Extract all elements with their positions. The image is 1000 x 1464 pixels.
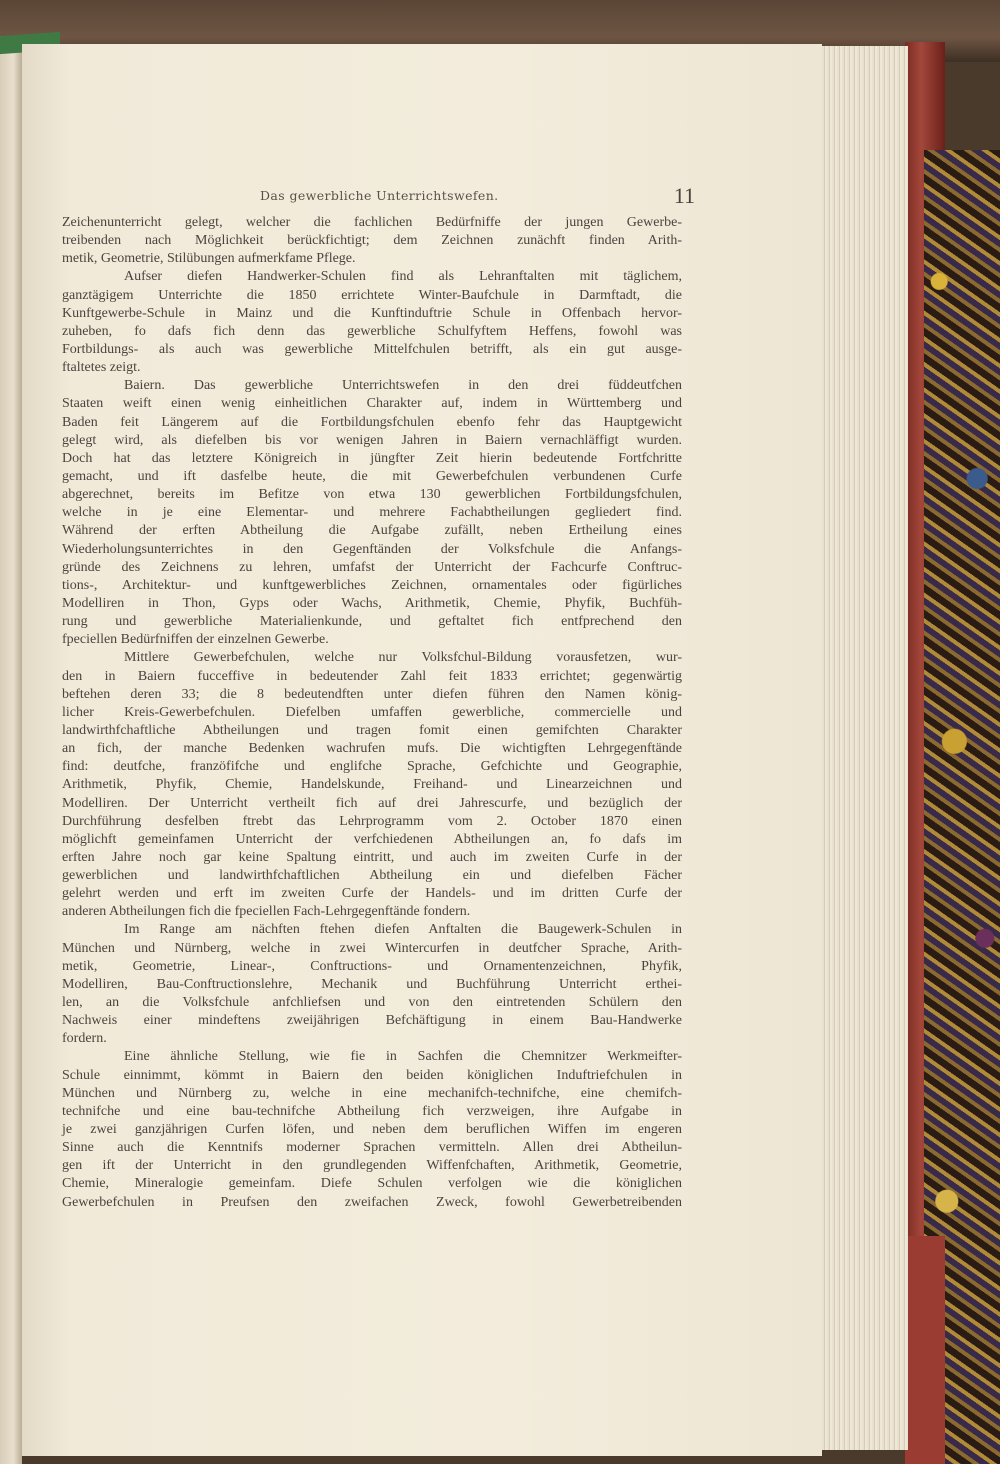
text-line: Mittlere Gewerbefchulen, welche nur Volksfchul-Bildung vorausfetzen, wur-	[124, 650, 682, 666]
page-edges-stack	[812, 46, 908, 1450]
text-line: Doch hat das letztere Königreich in jüngfter Zeit hierin bedeutende Fortfchritte	[62, 450, 682, 466]
text-line: metik, Geometrie, Linear-, Conftructions- und Ornamentenzeichnen, Phyfik,	[62, 958, 682, 974]
text-line: ganztägigem Unterrichte die 1850 errichtete Winter-Baufchule in Darmftadt, die	[62, 287, 682, 303]
text-line: Modelliren in Thon, Gyps oder Wachs, Arithmetik, Chemie, Phyfik, Buchfüh-	[62, 595, 682, 611]
text-line: Modelliren. Der Unterricht vertheilt fich auf drei Jahrescurfe, und bezüglich der	[62, 795, 682, 811]
text-line: möglichft gemeinfamen Unterricht der verfchiedenen Abtheilungen an, fo dafs im	[62, 831, 682, 847]
running-head: Das gewerbliche Unterrichtswefen.	[260, 188, 499, 203]
text-line: Modelliren, Bau-Conftructionslehre, Mechanik und Buchführung Unterricht erthei-	[62, 976, 682, 992]
text-line: München und Nürnberg zu, welche in eine mechanifch-technifche, eine chemifch-	[62, 1085, 682, 1101]
text-line: Wiederholungsunterrichtes in den Gegenftänden der Volksfchule die Anfangs-	[62, 541, 682, 557]
text-line: gewerblichen und landwirthfchaftlichen Abtheilung ein und diefelben Fächer	[62, 868, 682, 884]
text-line: gründe des Zeichnens zu lehren, umfafst der Unterricht der Fachcurfe Conftruc-	[62, 559, 682, 575]
text-line: Zeichenunterricht gelegt, welcher die fachlichen Bedürfniffe der jungen Gewerbe-	[62, 215, 682, 230]
body-text	[62, 214, 682, 1212]
text-line: erften Jahre noch gar keine Spaltung eintritt, und auch im zweiten Curfe in der	[62, 849, 682, 865]
text-line: Während der erften Abtheilung die Aufgabe zufällt, neben Ertheilung eines	[62, 523, 682, 539]
text-line: welche in je eine Elementar- und mehrere Fachabtheilungen gegliedert find.	[62, 505, 682, 521]
text-line: ftaltetes zeigt.	[62, 360, 141, 376]
text-line: den in Baiern fucceffive in bedeutender Zahl feit 1833 errichtet; gegenwärtig	[62, 668, 682, 684]
text-line: Kunftgewerbe-Schule in Mainz und die Kunftinduftrie Schule in Offenbach hervor-	[62, 305, 682, 321]
text-line: len, an die Volksfchule anfchliefsen und von den eintretenden Schülern den	[62, 995, 682, 1011]
text-line: Durchführung desfelben ftrebt das Lehrprogramm vom 2. October 1870 einen	[62, 813, 682, 829]
text-line: licher Kreis-Gewerbefchulen. Diefelben umfaffen gewerbliche, commercielle und	[62, 704, 682, 720]
text-line: Nachweis einer mindeftens zweijährigen Befchäftigung in einem Bau-Handwerke	[62, 1013, 682, 1029]
book-cover-red-corner	[905, 1236, 945, 1464]
text-line: gelehrt werden und erft im zweiten Curfe der Handels- und im dritten Curfe der	[62, 886, 682, 902]
text-line: technifche und eine bau-technifche Abtheilung fich verzweigen, ihre Aufgabe in	[62, 1103, 682, 1119]
text-line: Baiern. Das gewerbliche Unterrichtswefen in den drei füddeutfchen	[124, 378, 682, 394]
text-line: landwirthfchaftliche Abtheilungen und tragen fomit einen gemifchten Charakter	[62, 722, 682, 738]
text-line: fpeciellen Bedürfniffen der einzelnen Gewerbe.	[62, 632, 329, 648]
facing-page-edge	[0, 36, 22, 1464]
text-line: Fortbildungs- als auch was gewerbliche Mittelfchulen betrifft, als ein gut ausge-	[62, 341, 682, 357]
text-line: Baden feit Längerem auf die Fortbildungsfchulen ebenfo fehr das Hauptgewicht	[62, 414, 682, 430]
text-line: Aufser diefen Handwerker-Schulen find als Lehranftalten mit täglichem,	[124, 269, 682, 285]
text-line: gelegt wird, als diefelben bis vor wenigen Jahren in Baiern vernachläffigt wurden.	[62, 432, 682, 448]
text-line: metik, Geometrie, Stilübungen aufmerkfame Pflege.	[62, 251, 356, 267]
text-line: zuheben, fo dafs fich denn das gewerbliche Schulfyftem Heffens, fowohl was	[62, 323, 682, 339]
text-line: Schule einnimmt, kömmt in Baiern den beiden königlichen Induftriefchulen in	[62, 1067, 682, 1083]
text-line: abgerechnet, bereits im Befitze von etwa 130 gewerblichen Fortbildungsfchulen,	[62, 487, 682, 503]
text-line: tions-, Architektur- und kunftgewerbliches Zeichnen, ornamentales oder figürliches	[62, 577, 682, 593]
text-line: München und Nürnberg, welche in zwei Wintercurfen in deutfcher Sprache, Arith-	[62, 940, 682, 956]
text-line: fordern.	[62, 1031, 107, 1047]
text-line: Chemie, Mineralogie gemeinfam. Diefe Schulen verfolgen wie die königlichen	[62, 1176, 682, 1192]
text-line: find: deutfche, franzöfifche und englifche Sprache, Gefchichte und Geographie,	[62, 759, 682, 775]
text-line: an fich, der manche Bedenken wachrufen mufs. Die wichtigften Lehrgegenftände	[62, 741, 682, 757]
text-line: je zwei ganzjährigen Curfen löfen, und neben dem beruflichen Wiffen im engeren	[62, 1122, 682, 1138]
page-number: 11	[673, 183, 695, 208]
text-line: Staaten weift einen wenig einheitlichen Charakter auf, indem in Württemberg und	[62, 396, 682, 412]
text-line: treibenden nach Möglichkeit berückfichtigt; dem Zeichnen zunächft finden Arith-	[62, 233, 682, 249]
text-line: beftehen deren 33; die 8 bedeutendften unter diefen führen den Namen könig-	[62, 686, 682, 702]
text-line: Im Range am nächften ftehen diefen Anftalten die Baugewerk-Schulen in	[124, 922, 682, 938]
text-line: gen ift der Unterricht in den grundlegenden Wiffenfchaften, Arithmetik, Geometrie,	[62, 1158, 682, 1174]
text-line: Eine ähnliche Stellung, wie fie in Sachfen die Chemnitzer Werkmeifter-	[124, 1049, 682, 1065]
text-line: Sinne auch die Kenntnifs moderner Sprachen vermitteln. Allen drei Abtheilun-	[62, 1140, 682, 1156]
text-line: rung und gewerbliche Materialienkunde, und geftaltet fich entfprechend den	[62, 614, 682, 630]
text-line: gemacht, und ift dasfelbe heute, die mit Gewerbefchulen verbundenen Curfe	[62, 468, 682, 484]
text-line: Arithmetik, Phyfik, Chemie, Handelskunde, Freihand- und Linearzeichnen und	[62, 777, 682, 793]
text-line: Gewerbefchulen in Preufsen den zweifachen Zweck, fowohl Gewerbetreibenden	[62, 1194, 682, 1210]
text-line: anderen Abtheilungen fich die fpeciellen Fach-Lehrgegenftände fondern.	[62, 904, 471, 920]
